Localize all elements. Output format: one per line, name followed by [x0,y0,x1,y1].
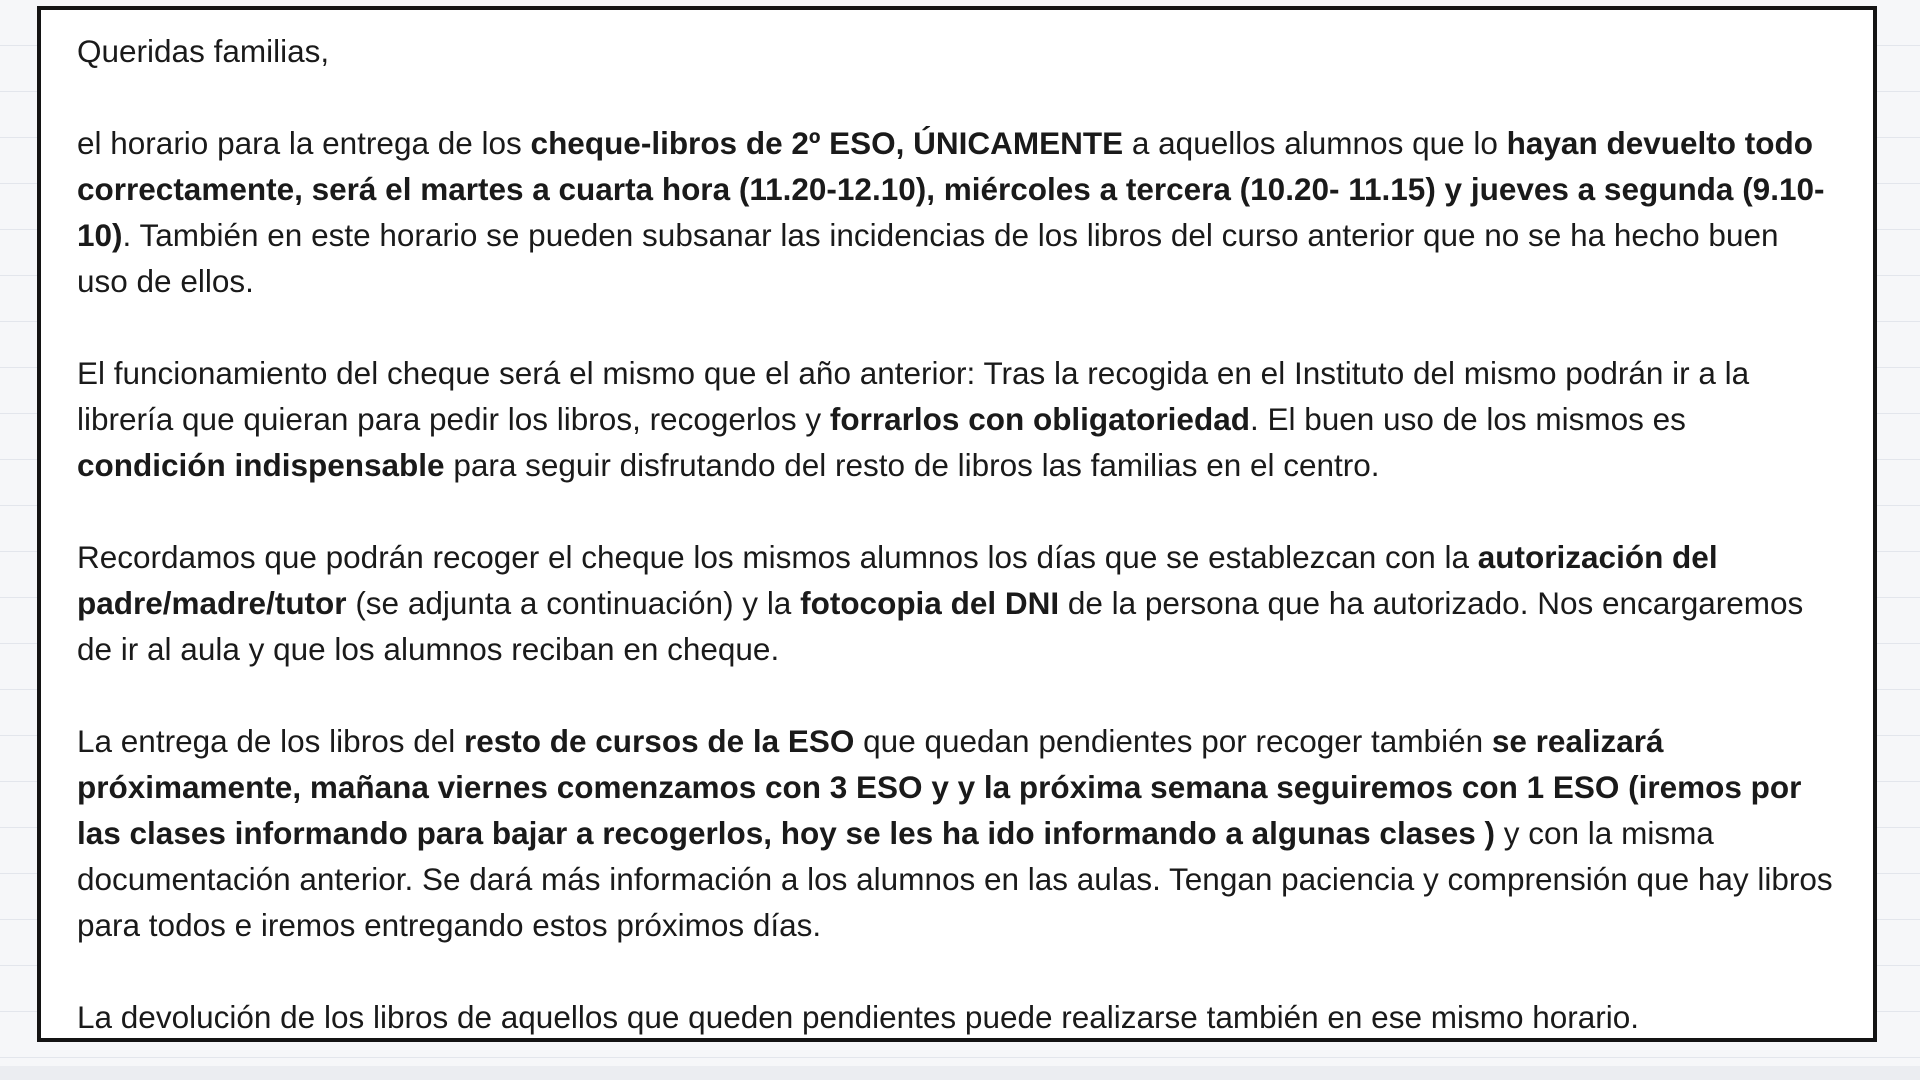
notice-letter [37,6,1877,1042]
paragraph-schedule-text-2: a aquellos alumnos que lo [1123,125,1507,161]
paragraph-other-courses-text-3: y con la misma documentación anterior. Se dará más información a los alumnos en las aulas. Tengan paciencia y comprensión que hay libros para todos e iremos entregando estos próximos días. [77,815,1833,943]
paragraph-other-courses-text-2: que quedan pendientes por recoger también [854,723,1492,759]
paragraph-schedule-text-1: el horario para la entrega de los [77,125,531,161]
paragraph-cheque-usage-text-1: El funcionamiento del cheque será el mismo que el año anterior: Tras la recogida en el Instituto del mismo podrán ir a la librería que quieran para pedir los libros, recogerlos y [77,355,1750,437]
paragraph-schedule-text-3: . También en este horario se pueden subsanar las incidencias de los libros del curso anterior que no se ha hecho buen uso de ellos. [77,217,1779,299]
paragraph-pickup-authorization [77,534,1833,672]
paragraph-pickup-authorization-text-2: (se adjunta a continuación) y la [346,585,801,621]
paragraph-pickup-authorization-text-3: de la persona que ha autorizado. Nos encargaremos de ir al aula y que los alumnos reciban en cheque. [77,585,1804,667]
paragraph-pickup-authorization-text-1: Recordamos que podrán recoger el cheque los mismos alumnos los días que se establezcan con la [77,539,1478,575]
paragraph-cheque-usage-text-2: . El buen uso de los mismos es [1249,401,1686,437]
paragraph-pickup-authorization-bold-2: fotocopia del DNI [800,585,1060,621]
paragraph-returns-text-1: La devolución de los libros de aquellos que queden pendientes puede realizarse también en ese mismo horario. [77,999,1640,1035]
paragraph-cheque-usage-bold-1: forrarlos con obligatoriedad [829,401,1250,437]
paragraph-other-courses-text-1: La entrega de los libros del [77,723,464,759]
page-bottom-strip [0,1066,1920,1080]
paragraph-other-courses-bold-2: se realizará próximamente, mañana viernes comenzamos con 3 ESO y y la próxima semana seguiremos con 1 ESO (iremos por las clases informando para bajar a recogerlos, hoy se les ha ido informando a algunas clases ) [77,723,1802,851]
paragraph-other-courses [77,718,1833,948]
paragraph-other-courses-bold-1: resto de cursos de la ESO [464,723,855,759]
paragraph-cheque-usage-text-3: para seguir disfrutando del resto de libros las familias en el centro. [444,447,1380,483]
paragraph-pickup-authorization-bold-1: autorización del padre/madre/tutor [77,539,1718,621]
letter-greeting: Queridas familias, [77,33,330,69]
paragraph-schedule-bold-1: cheque-libros de 2º ESO, ÚNICAMENTE [530,125,1124,161]
paragraph-cheque-usage [77,350,1833,488]
paragraph-cheque-usage-bold-2: condición indispensable [77,447,445,483]
paragraph-schedule [77,120,1833,304]
paragraph-returns [77,994,1833,1040]
paragraph-schedule-bold-2: hayan devuelto todo correctamente, será el martes a cuarta hora (11.20-12.10), miércoles a tercera (10.20- 11.15) y jueves a segunda (9.10-10) [77,125,1825,253]
